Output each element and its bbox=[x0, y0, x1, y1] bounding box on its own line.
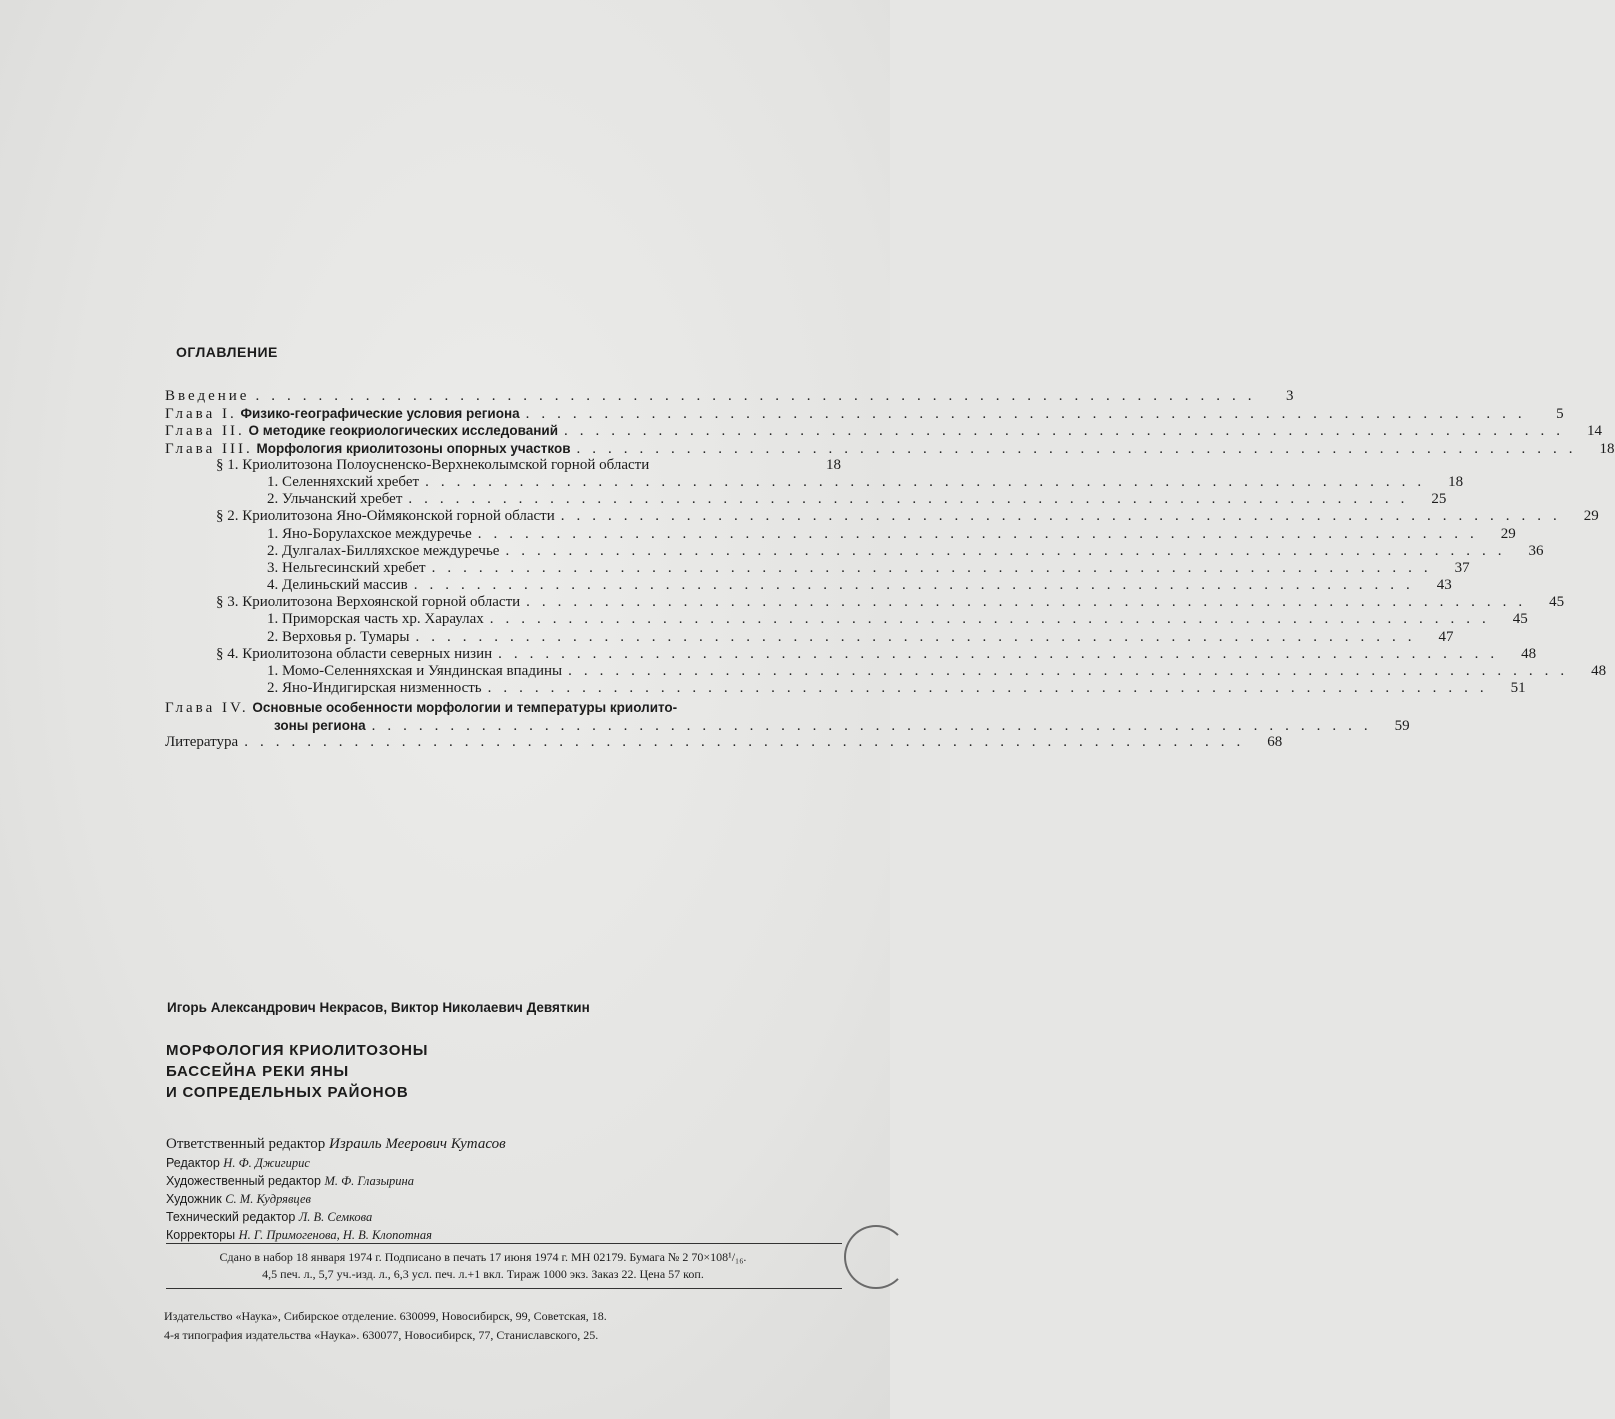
credit-role: Корректоры bbox=[166, 1228, 236, 1242]
toc-entry-page: 45 bbox=[1549, 594, 1565, 611]
toc-entry-page: 47 bbox=[1438, 628, 1454, 645]
leader-dots: ................................................................ bbox=[498, 645, 1507, 662]
toc-entry-page: 68 bbox=[1267, 733, 1283, 750]
toc-entry-page: 43 bbox=[1436, 577, 1452, 594]
divider-rule bbox=[166, 1288, 842, 1289]
credit-name: М. Ф. Глазырина bbox=[324, 1174, 415, 1188]
toc-chapter-title: Морфология криолитозоны опорных участков bbox=[256, 440, 571, 456]
toc-entry-label: Литература bbox=[165, 733, 239, 750]
toc-entry-label: § 1. Криолитозона Полоусненско-Верхнеколымской горной области bbox=[216, 456, 650, 473]
leader-dots: ................................................................ bbox=[413, 577, 1422, 594]
toc-entry bbox=[165, 508, 1599, 525]
leader-dots: ................................................................ bbox=[487, 680, 1496, 697]
divider-rule bbox=[166, 1243, 842, 1244]
toc-entry-page: 48 bbox=[1591, 663, 1607, 679]
toc-entry-label: 1. Яно-Борулахское междуречье bbox=[267, 525, 472, 542]
toc-entry-page: 29 bbox=[1583, 508, 1599, 525]
toc-entry-page: 45 bbox=[1512, 611, 1528, 628]
toc-entry-label: 4. Делиньский массив bbox=[267, 577, 408, 594]
toc-entry bbox=[165, 577, 1452, 594]
credits bbox=[166, 1134, 506, 1244]
credit-line bbox=[166, 1190, 506, 1208]
publisher bbox=[164, 1307, 607, 1345]
leader-dots: ................................................................ bbox=[489, 611, 1498, 628]
leader-dots: ................................................................ bbox=[505, 542, 1514, 559]
toc-entry-label: 2. Дулгалах-Билляхское междуречье bbox=[267, 542, 500, 559]
toc-entry bbox=[165, 405, 1564, 423]
toc-entry-page: 37 bbox=[1454, 559, 1470, 576]
toc-entry bbox=[165, 388, 1294, 405]
toc-entry-label: § 3. Криолитозона Верхоянской горной области bbox=[216, 594, 521, 611]
credit-name: Н. Г. Примогенова, Н. В. Клопотная bbox=[238, 1228, 432, 1242]
toc-chapter-prefix: Глава III. bbox=[165, 440, 253, 457]
credit-role: Редактор bbox=[166, 1156, 220, 1170]
toc-entry bbox=[165, 473, 1464, 491]
toc-entry bbox=[165, 733, 1283, 751]
toc-entry-label: § 2. Криолитозона Яно-Оймяконской горной области bbox=[216, 508, 555, 525]
toc-entry-page: 48 bbox=[1521, 645, 1537, 662]
toc-entry bbox=[165, 717, 1410, 734]
toc-entry-label: 2. Ульчанский хребет bbox=[267, 491, 403, 508]
toc-entry-page: 25 bbox=[1431, 491, 1447, 508]
authors: Игорь Александрович Некрасов, Виктор Николаевич Девяткин bbox=[167, 1000, 590, 1015]
toc-chapter-prefix: Глава II. bbox=[165, 423, 245, 440]
toc-entry bbox=[165, 525, 1516, 543]
toc-entry-label: 2. Верховья р. Тумары bbox=[267, 628, 410, 645]
credit-line bbox=[166, 1134, 506, 1154]
toc-entry bbox=[165, 422, 1603, 440]
credit-role: Технический редактор bbox=[166, 1210, 296, 1224]
credit-line bbox=[166, 1172, 506, 1190]
publisher-line: Издательство «Наука», Сибирское отделение. 630099, Новосибирск, 99, Советская, 18. bbox=[164, 1309, 607, 1323]
toc-entry-label: 1. Момо-Селенняхская и Уяндинская впадины bbox=[267, 663, 563, 679]
imprint-line: 4,5 печ. л., 5,7 уч.-изд. л., 6,3 усл. печ. л.+1 вкл. Тираж 1000 экз. Заказ 22. Цена 57 коп. bbox=[262, 1267, 704, 1281]
toc-entry bbox=[165, 628, 1454, 646]
toc-chapter-title: Физико-географические условия региона bbox=[240, 406, 520, 422]
leader-dots: ................................................................ bbox=[560, 508, 1569, 525]
imprint-line: Сдано в набор 18 января 1974 г. Подписано в печать 17 июня 1974 г. МН 02179. Бумага № 2 70×108¹/₁₆. bbox=[219, 1250, 747, 1264]
credit-role: Художник bbox=[166, 1192, 222, 1206]
credit-role: Ответственный редактор bbox=[166, 1136, 326, 1152]
credit-name: Израиль Меерович Кутасов bbox=[329, 1136, 506, 1152]
leader-dots: ................................................................ bbox=[415, 628, 1424, 645]
toc-entry bbox=[165, 611, 1528, 628]
toc-entry bbox=[165, 491, 1447, 508]
book-title bbox=[166, 1040, 428, 1103]
leader-dots: ................................................................ bbox=[568, 663, 1577, 679]
toc-entry-page: 14 bbox=[1587, 423, 1603, 440]
book-title-line: МОРФОЛОГИЯ КРИОЛИТОЗОНЫ bbox=[166, 1042, 429, 1059]
toc-entry-page: 29 bbox=[1500, 525, 1516, 542]
leader-dots: ................................................................ bbox=[255, 388, 1264, 404]
toc-entry bbox=[165, 680, 1526, 697]
toc-chapter-prefix: Глава IV. bbox=[165, 700, 249, 717]
toc-entry-page: 18 bbox=[1599, 440, 1615, 457]
leader-dots: ................................................................ bbox=[371, 717, 1380, 734]
leader-dots: ................................................................ bbox=[576, 440, 1585, 457]
credit-name: С. М. Кудрявцев bbox=[225, 1192, 311, 1206]
page-edge-mark bbox=[844, 1225, 908, 1289]
toc-entry-page: 59 bbox=[1394, 717, 1410, 734]
toc-chapter-title: О методике геокриологических исследований bbox=[248, 423, 559, 439]
book-title-line: И СОПРЕДЕЛЬНЫХ РАЙОНОВ bbox=[166, 1084, 409, 1101]
publisher-line: 4-я типография издательства «Наука». 630077, Новосибирск, 77, Станиславского, 25. bbox=[164, 1328, 599, 1342]
toc-entry bbox=[165, 440, 1615, 457]
leader-dots: ................................................................ bbox=[431, 559, 1440, 576]
toc-entry bbox=[165, 645, 1537, 663]
toc-heading: ОГЛАВЛЕНИЕ bbox=[176, 344, 278, 360]
toc-entry bbox=[165, 663, 1607, 680]
leader-dots: ................................................................ bbox=[526, 594, 1535, 611]
leader-dots: ................................................................ bbox=[244, 733, 1253, 750]
toc-entry-page: 5 bbox=[1556, 406, 1564, 423]
toc-chapter-prefix: Глава I. bbox=[165, 406, 237, 423]
book-title-line: БАССЕЙНА РЕКИ ЯНЫ bbox=[166, 1063, 349, 1080]
toc-entry-page: 51 bbox=[1510, 680, 1526, 697]
credit-name: Л. В. Семкова bbox=[298, 1210, 373, 1224]
toc-entry-label: § 4. Криолитозона области северных низин bbox=[216, 645, 493, 662]
leader-dots: ................................................................ bbox=[408, 491, 1417, 508]
credit-name: Н. Ф. Джигирис bbox=[223, 1156, 310, 1170]
leader-dots: ................................................................ bbox=[425, 473, 1434, 490]
toc-chapter-title: Основные особенности морфологии и температуры криолито- bbox=[252, 700, 678, 716]
toc-entry-label: 3. Нельгесинский хребет bbox=[267, 559, 426, 576]
toc-entry bbox=[165, 457, 841, 474]
toc-entry-page: 3 bbox=[1285, 388, 1294, 404]
toc-chapter-title-cont: зоны региона bbox=[274, 717, 366, 733]
toc-entry-label: 2. Яно-Индигирская низменность bbox=[267, 680, 482, 697]
table-of-contents bbox=[165, 388, 1615, 751]
toc-entry bbox=[165, 542, 1544, 560]
credit-line bbox=[166, 1226, 506, 1244]
toc-entry-label: 1. Приморская часть хр. Хараулах bbox=[267, 611, 484, 628]
credit-role: Художественный редактор bbox=[166, 1174, 321, 1188]
toc-entry-page: 18 bbox=[826, 456, 841, 473]
leader-dots: ................................................................ bbox=[564, 423, 1573, 440]
toc-entry-page: 36 bbox=[1528, 542, 1544, 559]
leader-dots: ................................................................ bbox=[525, 406, 1534, 423]
leader-dots: ................................................................ bbox=[477, 525, 1486, 542]
toc-entry-label: 1. Селенняхский хребет bbox=[267, 473, 420, 490]
toc-entry bbox=[165, 699, 841, 716]
credit-line bbox=[166, 1154, 506, 1172]
imprint bbox=[118, 1249, 848, 1283]
toc-entry-label: Введение bbox=[165, 388, 250, 404]
toc-entry bbox=[165, 594, 1565, 611]
toc-entry bbox=[165, 559, 1470, 577]
toc-entry-page: 18 bbox=[1448, 473, 1464, 490]
credit-line bbox=[166, 1208, 506, 1226]
